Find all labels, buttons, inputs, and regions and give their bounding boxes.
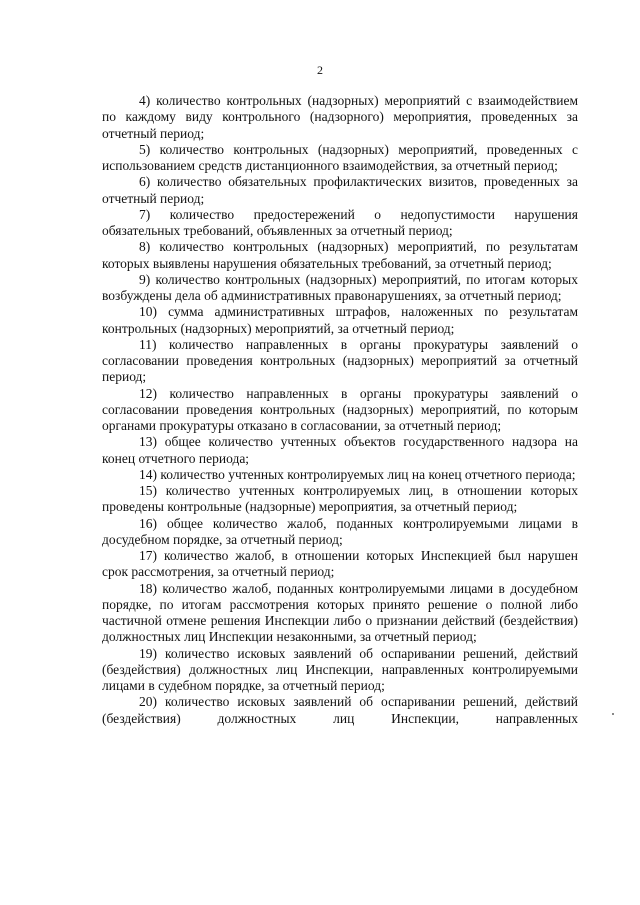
list-item: 16) общее количество жалоб, поданных контролируемыми лицами в досудебном порядке, за отчетный период; <box>102 515 578 547</box>
list-item: 9) количество контрольных (надзорных) мероприятий, по итогам которых возбуждены дела об административных правонарушениях, за отчетный период; <box>102 271 578 303</box>
list-item: 14) количество учтенных контролируемых лиц на конец отчетного периода; <box>139 466 576 482</box>
list-item: 5) количество контрольных (надзорных) мероприятий, проведенных с использованием средств дистанционного взаимодействия, за отчетный период; <box>102 141 578 173</box>
document-body <box>102 93 578 727</box>
page-number: 2 <box>317 63 323 77</box>
list-item: 18) количество жалоб, поданных контролируемыми лицами в досудебном порядке, по итогам рассмотрения которых принято решение о полной либо частичной отмене решения Инспекции либо о признании действий (бездействия) должностных лиц Инспекции незаконными, за отчетный период; <box>102 580 578 645</box>
list-item: 17) количество жалоб, в отношении которых Инспекцией был нарушен срок рассмотрения, за отчетный период; <box>102 548 578 580</box>
list-item: 20) количество исковых заявлений об оспаривании решений, действий (бездействия) должностных лиц Инспекции, направленных <box>102 694 578 726</box>
list-item: 19) количество исковых заявлений об оспаривании решений, действий (бездействия) должностных лиц Инспекции, направленных контролируемыми лицами в судебном порядке, за отчетный период; <box>102 645 578 693</box>
list-item: 6) количество обязательных профилактических визитов, проведенных за отчетный период; <box>102 174 578 206</box>
list-item: 12) количество направленных в органы прокуратуры заявлений о согласовании проведения контрольных (надзорных) мероприятий, по которым органами прокуратуры отказано в согласовании, за отчетный период; <box>102 385 578 433</box>
scan-speck <box>612 713 614 715</box>
list-item: 15) количество учтенных контролируемых лиц, в отношении которых проведены контрольные (надзорные) мероприятия, за отчетный период; <box>102 483 578 515</box>
list-item: 10) сумма административных штрафов, наложенных по результатам контрольных (надзорных) мероприятий, за отчетный период; <box>102 304 578 336</box>
list-item: 11) количество направленных в органы прокуратуры заявлений о согласовании проведения контрольных (надзорных) мероприятий за отчетный период; <box>102 336 578 385</box>
list-item: 13) общее количество учтенных объектов государственного надзора на конец отчетного периода; <box>102 434 578 466</box>
list-item: 4) количество контрольных (надзорных) мероприятий с взаимодействием по каждому виду контрольного (надзорного) мероприятия, проведенных за отчетный период; <box>102 93 578 141</box>
list-item: 8) количество контрольных (надзорных) мероприятий, по результатам которых выявлены нарушения обязательных требований, за отчетный период; <box>102 239 578 271</box>
list-item: 7) количество предостережений о недопустимости нарушения обязательных требований, объявленных за отчетный период; <box>102 206 578 238</box>
